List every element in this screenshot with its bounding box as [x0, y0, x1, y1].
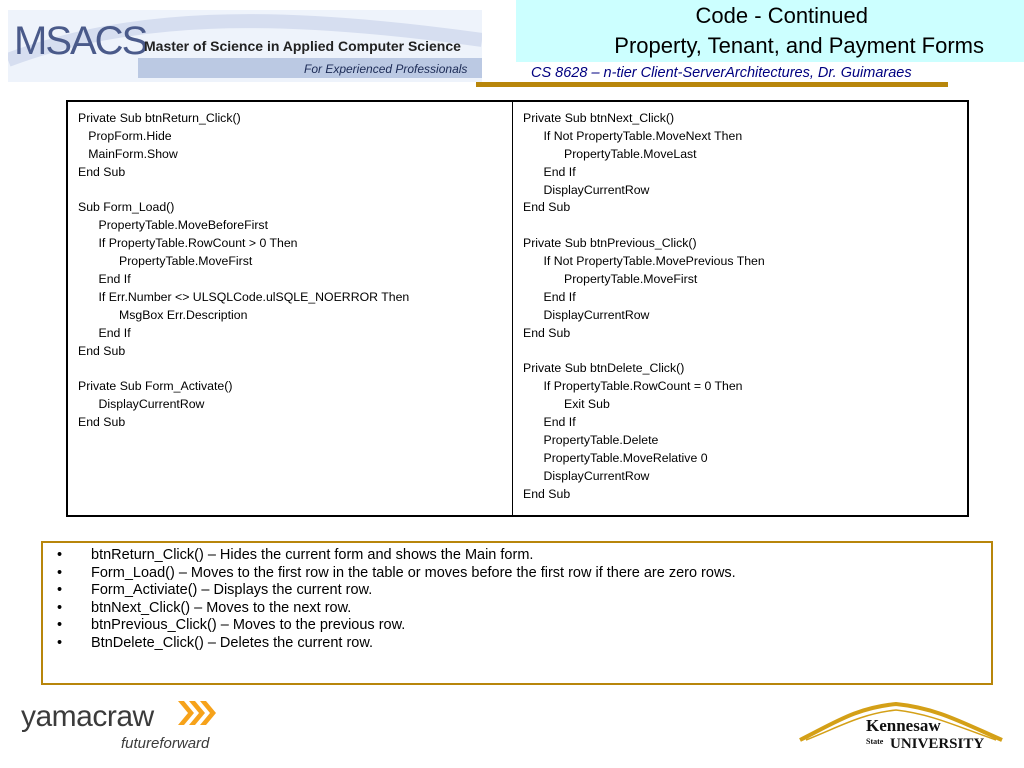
code-line: PropertyTable.MoveFirst: [523, 272, 698, 287]
code-line: Sub Form_Load(): [78, 200, 175, 215]
note-item: [57, 547, 991, 565]
code-line: End Sub: [523, 325, 571, 340]
code-line: Private Sub btnNext_Click(): [523, 111, 675, 125]
bullet-icon: •: [57, 617, 63, 633]
yamacraw-tagline: futureforward: [121, 735, 210, 752]
code-column-left: [68, 102, 513, 515]
note-text: btnReturn_Click() – Hides the current form and shows the Main form.: [91, 547, 534, 563]
code-line: [78, 360, 502, 378]
ksu-line1: Kennesaw: [866, 716, 941, 735]
code-line: PropertyTable.MoveFirst: [78, 254, 253, 269]
note-item: [57, 617, 991, 635]
code-line: PropertyTable.MoveLast: [523, 146, 697, 161]
code-line: Private Sub btnReturn_Click(): [78, 111, 241, 125]
note-item: [57, 635, 991, 653]
course-label: CS 8628 – n-tier Client-ServerArchitectures, Dr. Guimaraes: [531, 65, 912, 81]
code-line: PropertyTable.MoveRelative 0: [523, 450, 708, 465]
accent-rule: [476, 82, 948, 87]
msacs-logo: [8, 10, 482, 82]
code-line: End Sub: [523, 200, 571, 215]
code-line: End If: [523, 415, 576, 430]
code-line: End Sub: [78, 164, 126, 179]
code-line: DisplayCurrentRow: [523, 468, 650, 483]
note-text: Form_Load() – Moves to the first row in the table or moves before the first row if there are zero rows.: [91, 564, 736, 581]
ksu-logo: [796, 700, 1006, 752]
code-line: Private Sub Form_Activate(): [78, 379, 233, 394]
code-line: Exit Sub: [523, 397, 610, 412]
ksu-state: State: [866, 737, 884, 746]
code-line: DisplayCurrentRow: [523, 182, 650, 197]
logo-msacs-text: MSACS: [14, 19, 147, 63]
code-column-right: [513, 102, 967, 515]
bullet-icon: •: [57, 564, 63, 581]
code-line: End Sub: [523, 486, 571, 501]
code-line: [523, 217, 957, 235]
bullet-icon: •: [57, 599, 63, 616]
code-line: If Not PropertyTable.MovePrevious Then: [523, 254, 765, 269]
code-line: [523, 343, 957, 361]
code-line: End If: [523, 164, 576, 179]
code-line: MsgBox Err.Description: [78, 307, 248, 322]
ksu-line2: UNIVERSITY: [890, 736, 985, 752]
notes-box: [41, 541, 993, 685]
code-line: PropertyTable.Delete: [523, 433, 659, 448]
code-line: If Err.Number <> ULSQLCode.ulSQLE_NOERROR Then: [78, 289, 410, 304]
logo-tagline: Master of Science in Applied Computer Science: [144, 38, 461, 54]
code-line: Private Sub btnPrevious_Click(): [523, 236, 697, 251]
code-line: [78, 182, 502, 200]
code-line: DisplayCurrentRow: [78, 397, 205, 412]
bullet-icon: •: [57, 547, 63, 563]
code-line: PropForm.Hide: [78, 128, 172, 143]
code-table: [66, 100, 969, 517]
note-text: BtnDelete_Click() – Deletes the current row.: [91, 634, 374, 651]
code-line: If PropertyTable.RowCount > 0 Then: [78, 236, 298, 251]
code-line: If Not PropertyTable.MoveNext Then: [523, 128, 743, 143]
title-banner: [516, 0, 1024, 62]
note-item: [57, 582, 991, 600]
note-text: Form_Activiate() – Displays the current row.: [91, 582, 373, 598]
code-line: MainForm.Show: [78, 146, 178, 161]
code-line: End If: [78, 272, 131, 287]
note-item: [57, 565, 991, 583]
logo-subtagline: For Experienced Professionals: [304, 62, 468, 76]
code-line: Private Sub btnDelete_Click(): [523, 361, 685, 376]
code-line: DisplayCurrentRow: [523, 307, 650, 322]
note-text: btnNext_Click() – Moves to the next row.: [91, 599, 352, 616]
code-line: End Sub: [78, 415, 126, 430]
note-text: btnPrevious_Click() – Moves to the previous row.: [91, 617, 406, 633]
bullet-icon: •: [57, 582, 63, 598]
yamacraw-logo: yamacraw: [21, 700, 154, 733]
code-line: If PropertyTable.RowCount = 0 Then: [523, 379, 743, 394]
page-title: Code - Continued: [695, 3, 868, 28]
code-line: End If: [523, 289, 576, 304]
page-subtitle: Property, Tenant, and Payment Forms: [614, 33, 984, 58]
yamacraw-chevrons-icon: [176, 697, 218, 729]
bullet-icon: •: [57, 634, 63, 651]
code-line: End If: [78, 325, 131, 340]
code-line: PropertyTable.MoveBeforeFirst: [78, 218, 268, 233]
code-line: End Sub: [78, 343, 126, 358]
note-item: [57, 600, 991, 618]
